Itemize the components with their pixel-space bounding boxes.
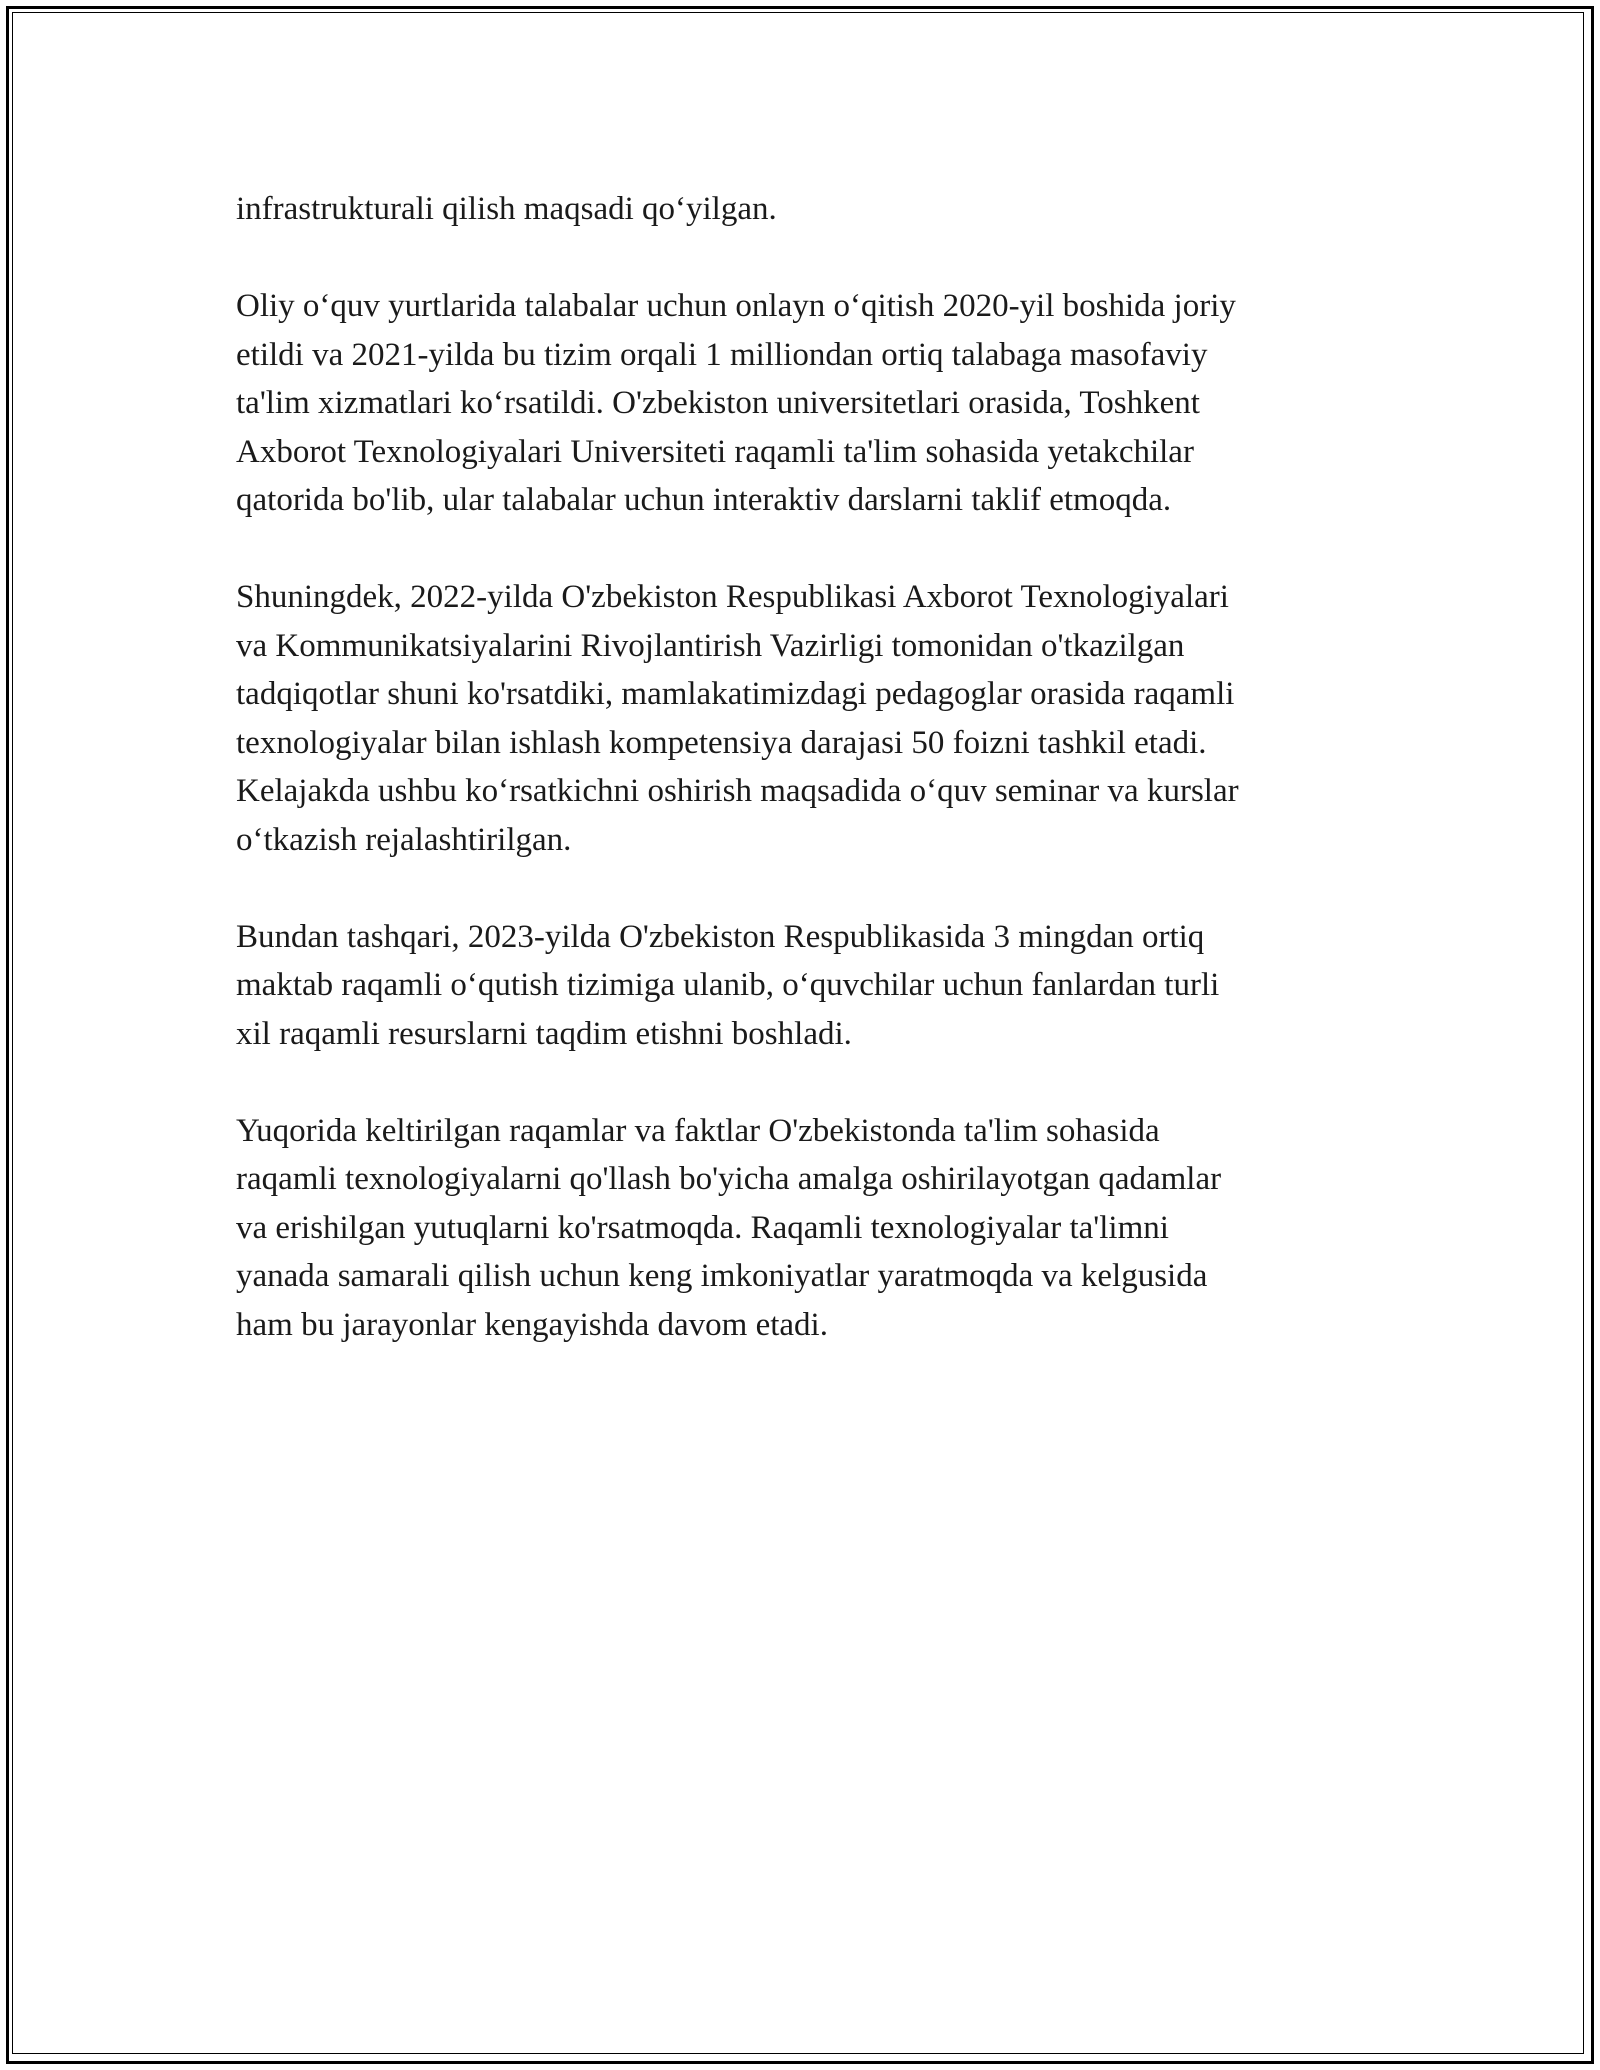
- text-line: va Kommunikatsiyalarini Rivojlantirish Vazirligi tomonidan o'tkazilgan: [236, 627, 1185, 664]
- text-line: Shuningdek, 2022-yilda O'zbekiston Respublikasi Axborot Texnologiyalari: [236, 579, 1229, 615]
- text-line: yanada samarali qilish uchun keng imkoniyatlar yaratmoqda va kelgusida: [236, 1258, 1208, 1294]
- paragraph-5: [236, 1107, 1366, 1350]
- text-line: ham bu jarayonlar kengayishda davom etadi.: [236, 1306, 828, 1343]
- text-line: o‘tkazish rejalashtirilgan.: [236, 821, 572, 858]
- paragraph-1: [236, 185, 1366, 234]
- paragraph-2: [236, 282, 1366, 525]
- text-line: Yuqorida keltirilgan raqamlar va faktlar O'zbekistonda ta'lim sohasida: [236, 1112, 1160, 1149]
- text-line: ta'lim xizmatlari ko‘rsatildi. O'zbekiston universitetlari orasida, Toshkent: [236, 385, 1200, 421]
- paragraph-3: [236, 573, 1366, 864]
- text-line: texnologiyalar bilan ishlash kompetensiya darajasi 50 foizni tashkil etadi.: [236, 724, 1207, 761]
- text-line: raqamli texnologiyalarni qo'llash bo'yicha amalga oshirilayotgan qadamlar: [236, 1161, 1222, 1197]
- text-line: Kelajakda ushbu ko‘rsatkichni oshirish maqsadida o‘quv seminar va kurslar: [236, 773, 1239, 809]
- text-line: xil raqamli resurslarni taqdim etishni boshladi.: [236, 1015, 852, 1052]
- text-line: infrastrukturali qilish maqsadi qo‘yilgan.: [236, 191, 777, 227]
- text-line: tadqiqotlar shuni ko'rsatdiki, mamlakatimizdagi pedagoglar orasida raqamli: [236, 676, 1235, 712]
- text-line: etildi va 2021-yilda bu tizim orqali 1 milliondan ortiq talabaga masofaviy: [236, 336, 1208, 373]
- text-line: va erishilgan yutuqlarni ko'rsatmoqda. Raqamli texnologiyalar ta'limni: [236, 1209, 1169, 1246]
- text-line: Bundan tashqari, 2023-yilda O'zbekiston Respublikasida 3 mingdan ortiq: [236, 918, 1205, 955]
- text-line: qatorida bo'lib, ular talabalar uchun interaktiv darslarni taklif etmoqda.: [236, 482, 1172, 518]
- paragraph-4: [236, 913, 1366, 1059]
- text-line: Oliy o‘quv yurtlarida talabalar uchun onlayn o‘qitish 2020-yil boshida joriy: [236, 288, 1236, 324]
- text-line: Axborot Texnologiyalari Universiteti raqamli ta'lim sohasida yetakchilar: [236, 433, 1194, 470]
- text-line: maktab raqamli o‘qutish tizimiga ulanib, o‘quvchilar uchun fanlardan turli: [236, 967, 1220, 1003]
- document-body: [236, 185, 1366, 1398]
